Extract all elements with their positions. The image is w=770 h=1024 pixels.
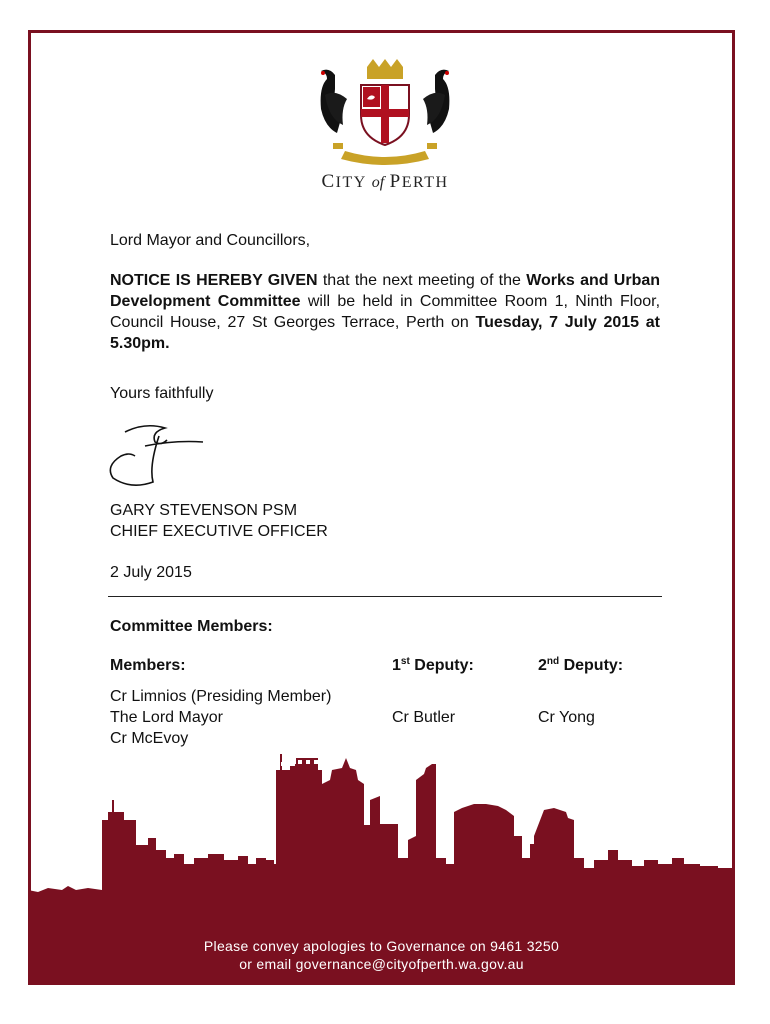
city-crest-logo	[295, 55, 475, 175]
member-item: Cr McEvoy	[110, 730, 189, 747]
footer-apologies	[28, 937, 735, 973]
letter-date: 2 July 2015	[110, 564, 192, 581]
signer-block	[110, 500, 660, 542]
salutation: Lord Mayor and Councillors,	[110, 232, 311, 249]
meeting-notice: NOTICE IS HEREBY GIVEN that the next meeting of the Works and Urban Development Committee will be held in Committee Room 1, Ninth Floor, Council House, 27 St Georges Terrace, Perth on Tuesday, 7 July 2015 at 5.30pm.	[110, 272, 661, 352]
divider	[108, 596, 662, 597]
member-item: Cr Limnios (Presiding Member)	[110, 688, 332, 705]
members-heading: Members:	[110, 657, 186, 674]
signer-name: GARY STEVENSON PSM	[110, 502, 298, 519]
member-item: The Lord Mayor	[110, 709, 223, 726]
closing: Yours faithfully	[110, 385, 214, 402]
committee-heading: Committee Members:	[110, 618, 273, 635]
org-name: CITY of PERTH	[321, 171, 449, 192]
deputy2-column	[538, 655, 623, 728]
footer-line-phone: Please convey apologies to Governance on 9461 3250	[203, 938, 560, 954]
deputy1-name: Cr Butler	[392, 709, 456, 726]
deputy1-heading: 1st Deputy:	[392, 656, 474, 674]
deputy2-name: Cr Yong	[538, 709, 595, 726]
deputy1-column	[392, 655, 474, 728]
deputy2-heading: 2nd Deputy:	[538, 656, 624, 674]
members-column	[110, 655, 331, 749]
footer-line-email: or email governance@cityofperth.wa.gov.au	[239, 956, 524, 972]
signer-title: CHIEF EXECUTIVE OFFICER	[110, 523, 328, 540]
signature	[105, 418, 215, 488]
